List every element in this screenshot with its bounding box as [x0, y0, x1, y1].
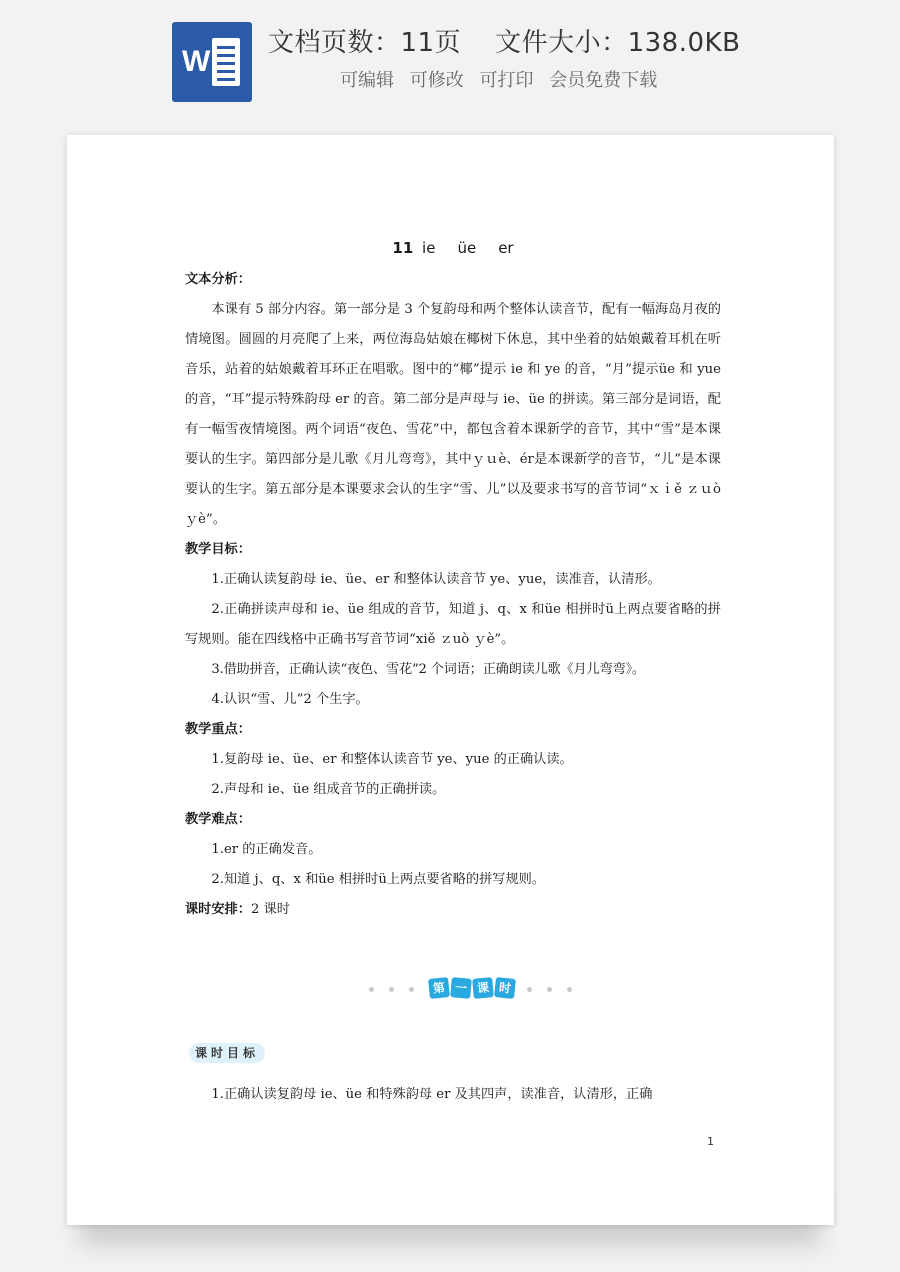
key-point-item: 1.复韵母 ie、üe、er 和整体认读音节 ye、yue 的正确认读。 [211, 752, 573, 767]
decorative-dot [547, 987, 552, 992]
badge-char: 第 [428, 977, 450, 999]
badge-char: 一 [450, 977, 472, 999]
title-syllable: ie [422, 239, 436, 257]
schedule-value: 2 课时 [250, 902, 290, 917]
decorative-dot [527, 987, 532, 992]
decorative-dot [389, 987, 394, 992]
lesson-badge [367, 975, 577, 1003]
feature-member-download: 会员免费下载 [549, 70, 658, 91]
title-number: 11 [392, 239, 414, 257]
schedule-label: 课时安排： [185, 902, 251, 917]
badge-char: 时 [494, 977, 516, 999]
goal-item: 1.正确认读复韵母 ie、üe、er 和整体认读音节 ye、yue，读准音，认清形。 [211, 572, 661, 587]
document-body [185, 235, 721, 925]
word-logo-letter: W [182, 45, 211, 78]
badge-char: 课 [472, 977, 494, 999]
banner-title [268, 22, 740, 59]
decorative-dot [369, 987, 374, 992]
document-title [185, 235, 721, 261]
lesson-goals-tag: 课时目标 [189, 1043, 265, 1063]
feature-printable: 可打印 [479, 70, 534, 91]
schedule-line [185, 895, 721, 925]
feature-editable: 可编辑 [340, 70, 394, 91]
file-size-label: 文件大小：138.0KB [495, 28, 741, 58]
page-count-label: 文档页数：11页 [268, 28, 462, 58]
decorative-dot [567, 987, 572, 992]
word-document-icon [172, 22, 252, 102]
feature-modifiable: 可修改 [409, 70, 464, 91]
goal-item: 3.借助拼音，正确认读“夜色、雪花”2 个词语；正确朗读儿歌《月儿弯弯》。 [211, 662, 645, 677]
lesson-goal-item: 1.正确认读复韵母 ie、üe 和特殊韵母 er 及其四声，读准音，认清形，正确 [211, 1087, 653, 1102]
title-syllable: er [498, 239, 514, 257]
section-heading-difficulties: 教学难点： [185, 812, 251, 827]
download-banner [0, 0, 900, 120]
document-page [67, 135, 834, 1225]
page-number: 1 [707, 1135, 714, 1148]
document-lines-icon [212, 38, 240, 86]
goal-item: 2.正确拼读声母和 ie、üe 组成的音节，知道 j、q、x 和üe 相拼时ü上两点要省略的拼写规则。能在四线格中正确书写音节词“xiě ｚuò ｙè”。 [185, 602, 721, 647]
decorative-dot [409, 987, 414, 992]
text-analysis-paragraph: 本课有 5 部分内容。第一部分是 3 个复韵母和两个整体认读音节，配有一幅海岛月夜的情境图。圆圆的月亮爬了上来，两位海岛姑娘在椰树下休息，其中坐着的姑娘戴着耳机在听音乐，站着的姑娘戴着耳环正在唱歌。图中的“椰”提示 ie 和 ye 的音，“月”提示üe 和 yue 的音，“耳”提示特殊韵母 er 的音。第二部分是声母与 ie、üe 的拼读。第三部分是词语，配有一幅雪夜情境图。两个词语“夜色、雪花”中，都包含着本课新学的音节，其中“雪”是本课要认的生字。第四部分是儿歌《月儿弯弯》，其中ｙｕè、ér是本课新学的音节，“儿”是本课要认的生字。第五部分是本课要求会认的生字“雪、儿”以及要求书写的音节词“ｘｉě ｚｕò ｙè”。 [185, 302, 721, 527]
lesson-badge-chars [429, 975, 515, 1003]
section-heading-teaching-goals: 教学目标： [185, 542, 251, 557]
feature-list [340, 66, 667, 92]
key-point-item: 2.声母和 ie、üe 组成音节的正确拼读。 [211, 782, 446, 797]
title-syllable: üe [457, 239, 477, 257]
section-heading-text-analysis: 文本分析： [185, 272, 251, 287]
section-heading-key-points: 教学重点： [185, 722, 251, 737]
difficulty-item: 1.er 的正确发音。 [211, 842, 322, 857]
difficulty-item: 2.知道 j、q、x 和üe 相拼时ü上两点要省略的拼写规则。 [211, 872, 546, 887]
goal-item: 4.认识“雪、儿”2 个生字。 [211, 692, 369, 707]
